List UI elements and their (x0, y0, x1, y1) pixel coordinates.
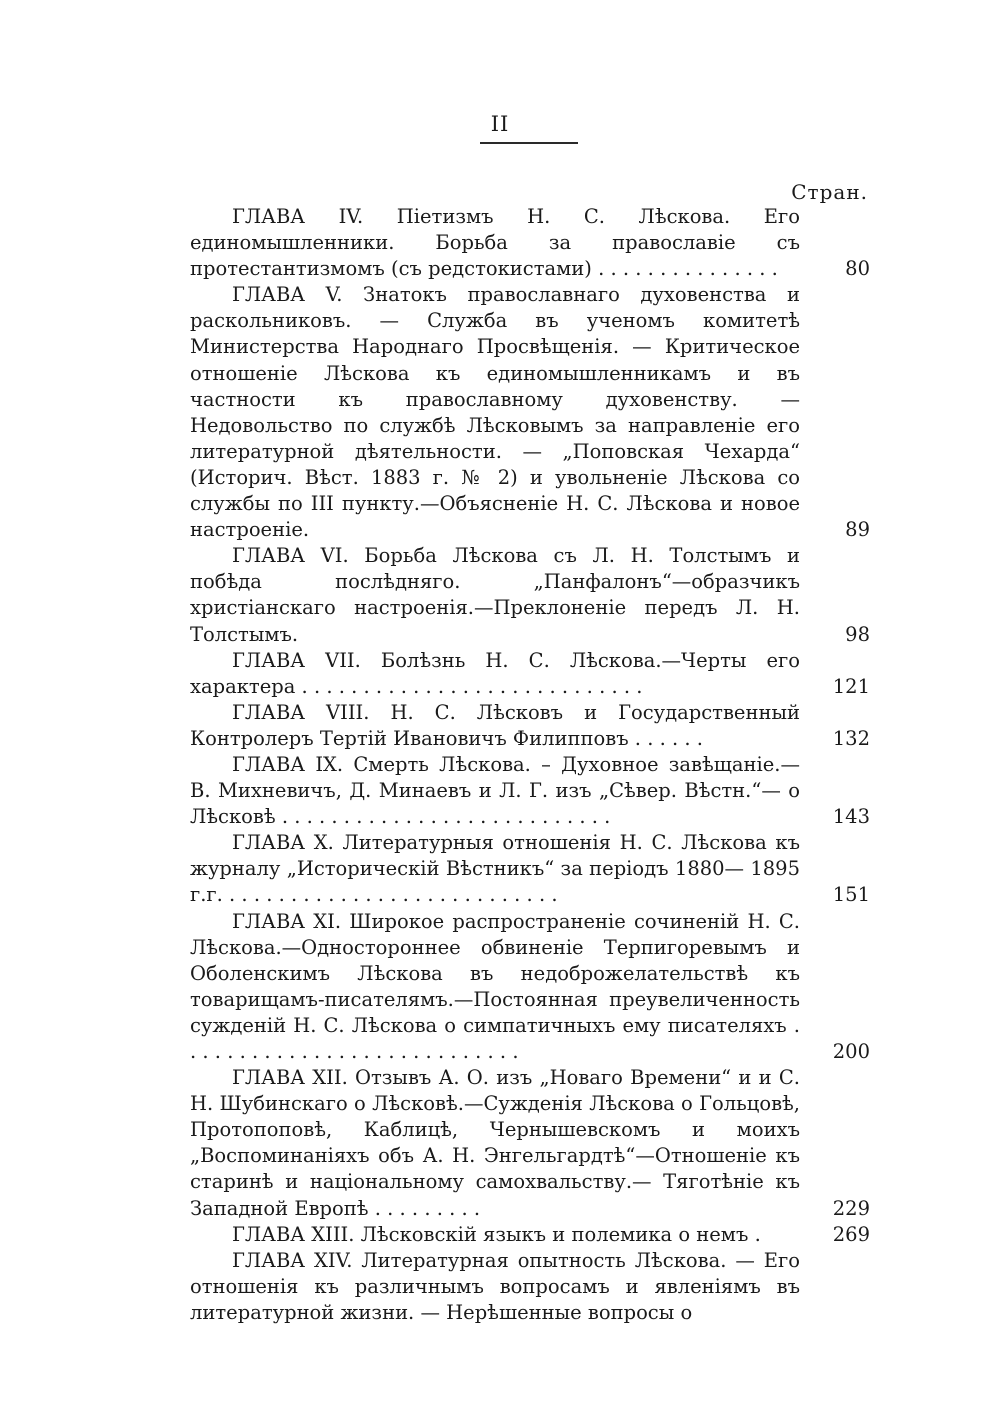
page-number: II (490, 112, 510, 136)
toc-entry-text: ГЛАВА XI. Широкое распространеніе сочиненій Н. С. Лѣскова.—Одностороннее обвиненіе Терпигоревымъ и Оболенскимъ Лѣскова въ недоброжелательствѣ къ товарищамъ-писателямъ.—Постоянная преувеличенность сужденій Н. С. Лѣскова о симпатичныхъ ему писателяхъ . . . . . . . . . . . . . . . . . . . . . . . . . . . . (190, 909, 800, 1063)
toc-entry-text: ГЛАВА VII. Болѣзнь Н. С. Лѣскова.—Черты его характера . . . . . . . . . . . . . . . . . . . . . . . . . . . . (190, 648, 800, 698)
toc-entry-chapter-7 (190, 648, 870, 700)
toc-entry-text: ГЛАВА XII. Отзывъ А. О. изъ „Новаго Времени“ и и С. Н. Шубинскаго о Лѣсковѣ.—Сужденія Лѣскова о Гольцовѣ, Протопоповѣ, Каблицѣ, Чернышевскомъ и моихъ „Воспоминаніяхъ объ А. Н. Энгельгардтѣ“—Отношеніе къ старинѣ и національному самохвальству.— Тяготѣніе къ Западной Европѣ . . . . . . . . . (190, 1066, 800, 1220)
toc-entry-page: 143 (832, 805, 870, 829)
toc-entry-chapter-12 (190, 1065, 870, 1222)
page-column-label: Стран. (791, 180, 868, 204)
toc-entry-page: 132 (832, 726, 870, 750)
toc-entry-text: ГЛАВА IX. Смерть Лѣскова. – Духовное завѣщаніе.— В. Михневичъ, Д. Минаевъ и Л. Г. изъ „Сѣвер. Вѣстн.“— о Лѣсковѣ . . . . . . . . . . . . . . . . . . . . . . . . . . . (190, 752, 800, 829)
toc-entry-chapter-9 (190, 752, 870, 830)
toc-entry-text: ГЛАВА IV. Піетизмъ Н. С. Лѣскова. Его единомышленники. Борьба за православіе съ протестантизмомъ (съ редстокистами) . . . . . . . . . . . . . . . (190, 205, 800, 281)
toc-entry-text: ГЛАВА VI. Борьба Лѣскова съ Л. Н. Толстымъ и побѣда послѣдняго. „Панфалонъ“—образчикъ христіанскаго настроенія.—Преклоненіе передъ Л. Н. Толстымъ. (190, 544, 800, 646)
toc-entry-page: 200 (832, 1040, 870, 1063)
toc-entry-text: ГЛАВА X. Литературныя отношенія Н. С. Лѣскова къ журналу „Историческій Вѣстникъ“ за періодъ 1880— 1895 г.г. . . . . . . . . . . . . . . . . . . . . . . . . . . . (190, 831, 800, 907)
toc-entry-page: 121 (832, 674, 870, 698)
table-of-contents (190, 204, 870, 1326)
toc-entry-chapter-10 (190, 830, 870, 908)
toc-entry-chapter-6 (190, 543, 870, 647)
toc-entry-page: 229 (832, 1196, 870, 1220)
toc-entry-text: ГЛАВА XIV. Литературная опытность Лѣскова. — Его отношенія къ различнымъ вопросамъ и явленіямъ въ литературной жизни. — Нерѣшенные вопросы о (190, 1248, 800, 1324)
toc-entry-chapter-14 (190, 1248, 870, 1326)
toc-entry-chapter-4 (190, 204, 870, 282)
toc-entry-chapter-13 (190, 1222, 870, 1248)
toc-entry-text: ГЛАВА VIII. Н. С. Лѣсковъ и Государственный Контролеръ Тертій Ивановичъ Филипповъ . . . . . . (190, 700, 800, 750)
toc-entry-page: 89 (845, 518, 870, 542)
toc-entry-chapter-11 (190, 909, 870, 1066)
toc-entry-chapter-5 (190, 282, 870, 543)
toc-entry-page: 98 (845, 622, 870, 646)
toc-entry-text: ГЛАВА V. Знатокъ православнаго духовенства и раскольниковъ. — Служба въ ученомъ комитетѣ Министерства Народнаго Просвѣщенія. — Критическое отношеніе Лѣскова къ единомышленникамъ и въ частности къ православному духовенству. — Недовольство по службѣ Лѣсковымъ за направленіе его литературной дѣятельности. — „Поповская Чехарда“ (Историч. Вѣст. 1883 г. № 2) и увольненіе Лѣскова со службы по III пункту.—Объясненіе Н. С. Лѣскова и новое настроеніе. (190, 283, 800, 542)
toc-entry-text: ГЛАВА XIII. Лѣсковскій языкъ и полемика о немъ . (232, 1222, 761, 1246)
toc-entry-page: 151 (832, 883, 870, 907)
header-rule (480, 142, 578, 144)
toc-entry-page: 80 (845, 257, 870, 281)
toc-entry-chapter-8 (190, 700, 870, 752)
toc-entry-page: 269 (832, 1222, 870, 1246)
